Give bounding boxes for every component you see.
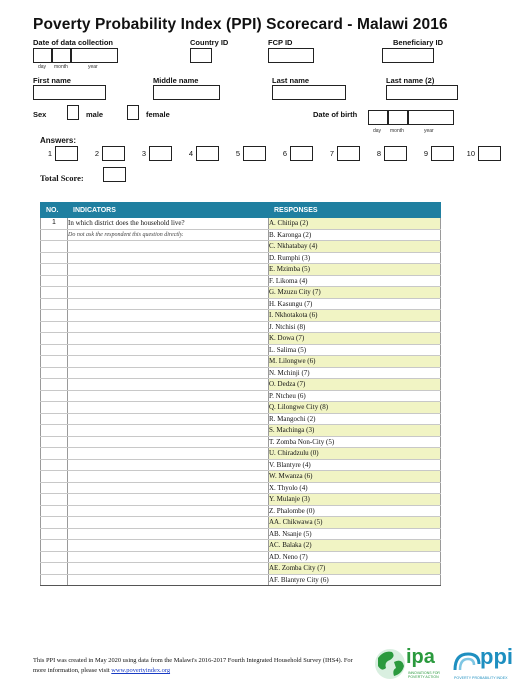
row-number-cell: [41, 321, 68, 333]
header-indicators: INDICATORS: [68, 203, 269, 218]
last-name-2-label: Last name (2): [386, 76, 435, 85]
indicator-cell: [68, 379, 269, 391]
response-cell[interactable]: Q. Lilongwe City (8): [269, 402, 441, 414]
table-row: [41, 494, 441, 506]
table-row: [41, 241, 441, 253]
response-cell[interactable]: B. Karonga (2): [269, 229, 441, 241]
row-number-cell: 1: [41, 218, 68, 230]
ppi-logo: [452, 644, 524, 684]
dob-month-caption: month: [390, 128, 404, 134]
date-day-box-2[interactable]: [52, 48, 71, 63]
response-cell[interactable]: Y. Mulanje (3): [269, 494, 441, 506]
last-name-field[interactable]: [272, 85, 346, 100]
indicator-cell: [68, 367, 269, 379]
dob-day-box[interactable]: [368, 110, 388, 125]
indicator-cell: [68, 298, 269, 310]
male-label: male: [86, 110, 104, 119]
indicator-cell: [68, 356, 269, 368]
indicator-cell: [68, 402, 269, 414]
answer-number-1: 1: [47, 149, 52, 158]
ipa-logo-subtitle: INNOVATIONS FOR POVERTY ACTION: [408, 671, 440, 679]
date-label: Date of data collection: [33, 38, 114, 47]
footer-text: This PPI was created in May 2020 using data from the Malawi's 2016-2017 Fourth Integrated Household Survey (IHS4). For more information, please visit: [33, 657, 353, 674]
indicator-cell: [68, 482, 269, 494]
answer-box-1[interactable]: [55, 146, 78, 161]
indicator-cell: Do not ask the respondent this question directly.: [68, 229, 269, 241]
middle-name-label: Middle name: [153, 76, 199, 85]
response-cell[interactable]: N. Mchinji (7): [269, 367, 441, 379]
row-number-cell: [41, 436, 68, 448]
row-number-cell: [41, 275, 68, 287]
table-row: [41, 528, 441, 540]
ipa-logo-text: ipa: [406, 646, 435, 668]
answer-number-9: 9: [423, 149, 428, 158]
date-day-box[interactable]: [33, 48, 52, 63]
indicator-cell: [68, 333, 269, 345]
response-cell[interactable]: W. Mwanza (6): [269, 471, 441, 483]
answer-number-8: 8: [376, 149, 381, 158]
row-number-cell: [41, 229, 68, 241]
answer-box-7[interactable]: [337, 146, 360, 161]
indicator-table: [40, 202, 441, 586]
row-number-cell: [41, 482, 68, 494]
row-number-cell: [41, 402, 68, 414]
indicator-cell: [68, 574, 269, 586]
table-row: [41, 275, 441, 287]
row-number-cell: [41, 540, 68, 552]
date-month-caption: month: [54, 64, 68, 70]
table-row: [41, 298, 441, 310]
response-cell[interactable]: AF. Blantyre City (6): [269, 574, 441, 586]
dob-month-box[interactable]: [388, 110, 408, 125]
first-name-field[interactable]: [33, 85, 106, 100]
row-number-cell: [41, 425, 68, 437]
table-row: [41, 448, 441, 460]
last-name-label: Last name: [272, 76, 310, 85]
answer-box-8[interactable]: [384, 146, 407, 161]
row-number-cell: [41, 448, 68, 460]
indicator-cell: [68, 471, 269, 483]
indicator-cell: [68, 517, 269, 529]
indicator-cell: [68, 459, 269, 471]
table-row: [41, 356, 441, 368]
response-cell[interactable]: V. Blantyre (4): [269, 459, 441, 471]
row-number-cell: [41, 367, 68, 379]
indicator-cell: [68, 287, 269, 299]
indicator-cell: [68, 563, 269, 575]
response-cell[interactable]: S. Machinga (3): [269, 425, 441, 437]
response-cell[interactable]: C. Nkhatabay (4): [269, 241, 441, 253]
first-name-label: First name: [33, 76, 71, 85]
indicator-cell: [68, 551, 269, 563]
beneficiary-id-box[interactable]: [382, 48, 434, 63]
header-no: NO.: [41, 203, 68, 218]
row-number-cell: [41, 517, 68, 529]
table-row: [41, 563, 441, 575]
table-row: [41, 402, 441, 414]
indicator-cell: [68, 310, 269, 322]
answers-label: Answers:: [40, 136, 77, 145]
indicator-cell: [68, 252, 269, 264]
response-cell[interactable]: E. Mzimba (5): [269, 264, 441, 276]
row-number-cell: [41, 298, 68, 310]
indicator-cell: [68, 540, 269, 552]
response-cell[interactable]: G. Mzuzu City (7): [269, 287, 441, 299]
response-cell[interactable]: T. Zomba Non-City (5): [269, 436, 441, 448]
answer-box-6[interactable]: [290, 146, 313, 161]
country-id-box[interactable]: [190, 48, 212, 63]
date-day-caption: day: [38, 64, 47, 70]
table-row: [41, 413, 441, 425]
answer-box-4[interactable]: [196, 146, 219, 161]
row-number-cell: [41, 333, 68, 345]
indicator-cell: [68, 505, 269, 517]
answer-box-5[interactable]: [243, 146, 266, 161]
row-number-cell: [41, 505, 68, 517]
table-row: [41, 229, 441, 241]
table-row: [41, 344, 441, 356]
response-cell[interactable]: K. Dowa (7): [269, 333, 441, 345]
row-number-cell: [41, 563, 68, 575]
table-row: [41, 390, 441, 402]
response-cell[interactable]: L. Salima (5): [269, 344, 441, 356]
row-number-cell: [41, 252, 68, 264]
indicator-cell: In which district does the household live?: [68, 218, 269, 230]
answer-number-6: 6: [282, 149, 287, 158]
dob-year-caption: year: [424, 128, 434, 134]
table-row: [41, 482, 441, 494]
indicator-cell: [68, 275, 269, 287]
male-checkbox[interactable]: [67, 105, 79, 120]
header-responses: RESPONSES: [269, 203, 441, 218]
indicator-cell: [68, 264, 269, 276]
indicator-cell: [68, 436, 269, 448]
table-row: [41, 333, 441, 345]
row-number-cell: [41, 551, 68, 563]
indicator-cell: [68, 413, 269, 425]
indicator-cell: [68, 448, 269, 460]
response-cell[interactable]: X. Thyolo (4): [269, 482, 441, 494]
table-row: [41, 425, 441, 437]
female-label: female: [146, 110, 170, 119]
response-cell[interactable]: P. Ntcheu (6): [269, 390, 441, 402]
table-row: [41, 551, 441, 563]
table-row: [41, 218, 441, 230]
answer-number-3: 3: [141, 149, 146, 158]
answer-number-7: 7: [329, 149, 334, 158]
row-number-cell: [41, 574, 68, 586]
sex-label: Sex: [33, 110, 47, 119]
dob-day-caption: day: [373, 128, 382, 134]
table-row: [41, 367, 441, 379]
date-month-year-box[interactable]: [71, 48, 118, 63]
indicator-cell: [68, 494, 269, 506]
middle-name-field[interactable]: [153, 85, 220, 100]
response-cell[interactable]: AB. Nsanje (5): [269, 528, 441, 540]
response-cell[interactable]: AD. Neno (7): [269, 551, 441, 563]
answer-box-2[interactable]: [102, 146, 125, 161]
last-name-2-field[interactable]: [386, 85, 458, 100]
response-cell[interactable]: Z. Phalombe (0): [269, 505, 441, 517]
table-row: [41, 517, 441, 529]
page-title: Poverty Probability Index (PPI) Scorecard - Malawi 2016: [33, 16, 448, 33]
answer-number-2: 2: [94, 149, 99, 158]
row-number-cell: [41, 264, 68, 276]
ipa-logo: [372, 644, 448, 684]
row-number-cell: [41, 356, 68, 368]
response-cell[interactable]: AE. Zomba City (7): [269, 563, 441, 575]
dob-label: Date of birth: [313, 110, 358, 119]
indicator-cell: [68, 321, 269, 333]
indicator-cell: [68, 344, 269, 356]
row-number-cell: [41, 390, 68, 402]
row-number-cell: [41, 241, 68, 253]
indicator-table-body: [41, 218, 441, 586]
table-row: [41, 310, 441, 322]
country-id-label: Country ID: [190, 38, 229, 47]
fcp-id-box[interactable]: [268, 48, 314, 63]
response-cell[interactable]: F. Likoma (4): [269, 275, 441, 287]
response-cell[interactable]: R. Mangochi (2): [269, 413, 441, 425]
table-row: [41, 321, 441, 333]
answer-number-5: 5: [235, 149, 240, 158]
row-number-cell: [41, 310, 68, 322]
response-cell[interactable]: AC. Balaka (2): [269, 540, 441, 552]
answer-number-10: 10: [466, 149, 475, 158]
table-row: [41, 574, 441, 586]
response-cell[interactable]: U. Chiradzulu (0): [269, 448, 441, 460]
answer-number-4: 4: [188, 149, 193, 158]
row-number-cell: [41, 494, 68, 506]
table-row: [41, 505, 441, 517]
table-row: [41, 459, 441, 471]
ppi-logo-subtitle: POVERTY PROBABILITY INDEX: [454, 676, 508, 680]
row-number-cell: [41, 379, 68, 391]
table-row: [41, 436, 441, 448]
ppi-logo-text: ppi: [480, 644, 513, 669]
date-year-caption: year: [88, 64, 98, 70]
povertyindex-link[interactable]: www.povertyindex.org: [111, 667, 171, 674]
row-number-cell: [41, 528, 68, 540]
table-row: [41, 379, 441, 391]
response-cell[interactable]: H. Kasungu (7): [269, 298, 441, 310]
table-row: [41, 471, 441, 483]
indicator-cell: [68, 390, 269, 402]
row-number-cell: [41, 471, 68, 483]
response-cell[interactable]: AA. Chikwawa (5): [269, 517, 441, 529]
answer-box-3[interactable]: [149, 146, 172, 161]
row-number-cell: [41, 459, 68, 471]
indicator-cell: [68, 241, 269, 253]
table-row: [41, 540, 441, 552]
row-number-cell: [41, 287, 68, 299]
row-number-cell: [41, 413, 68, 425]
table-row: [41, 287, 441, 299]
response-cell[interactable]: D. Rumphi (3): [269, 252, 441, 264]
indicator-cell: [68, 425, 269, 437]
dob-year-box[interactable]: [408, 110, 454, 125]
footer-note: [33, 656, 353, 676]
answer-box-9[interactable]: [431, 146, 454, 161]
table-row: [41, 252, 441, 264]
female-checkbox[interactable]: [127, 105, 139, 120]
fcp-id-label: FCP ID: [268, 38, 293, 47]
indicator-cell: [68, 528, 269, 540]
row-number-cell: [41, 344, 68, 356]
table-header-row: [41, 203, 441, 218]
response-cell[interactable]: O. Dedza (7): [269, 379, 441, 391]
answer-box-10[interactable]: [478, 146, 501, 161]
beneficiary-id-label: Beneficiary ID: [393, 38, 444, 47]
ppi-swirl-icon: [452, 650, 482, 676]
response-cell[interactable]: A. Chitipa (2): [269, 218, 441, 230]
response-cell[interactable]: J. Ntchisi (8): [269, 321, 441, 333]
total-score-box[interactable]: [103, 167, 126, 182]
response-cell[interactable]: I. Nkhotakota (6): [269, 310, 441, 322]
response-cell[interactable]: M. Lilongwe (6): [269, 356, 441, 368]
total-score-label: Total Score:: [40, 173, 84, 183]
table-row: [41, 264, 441, 276]
